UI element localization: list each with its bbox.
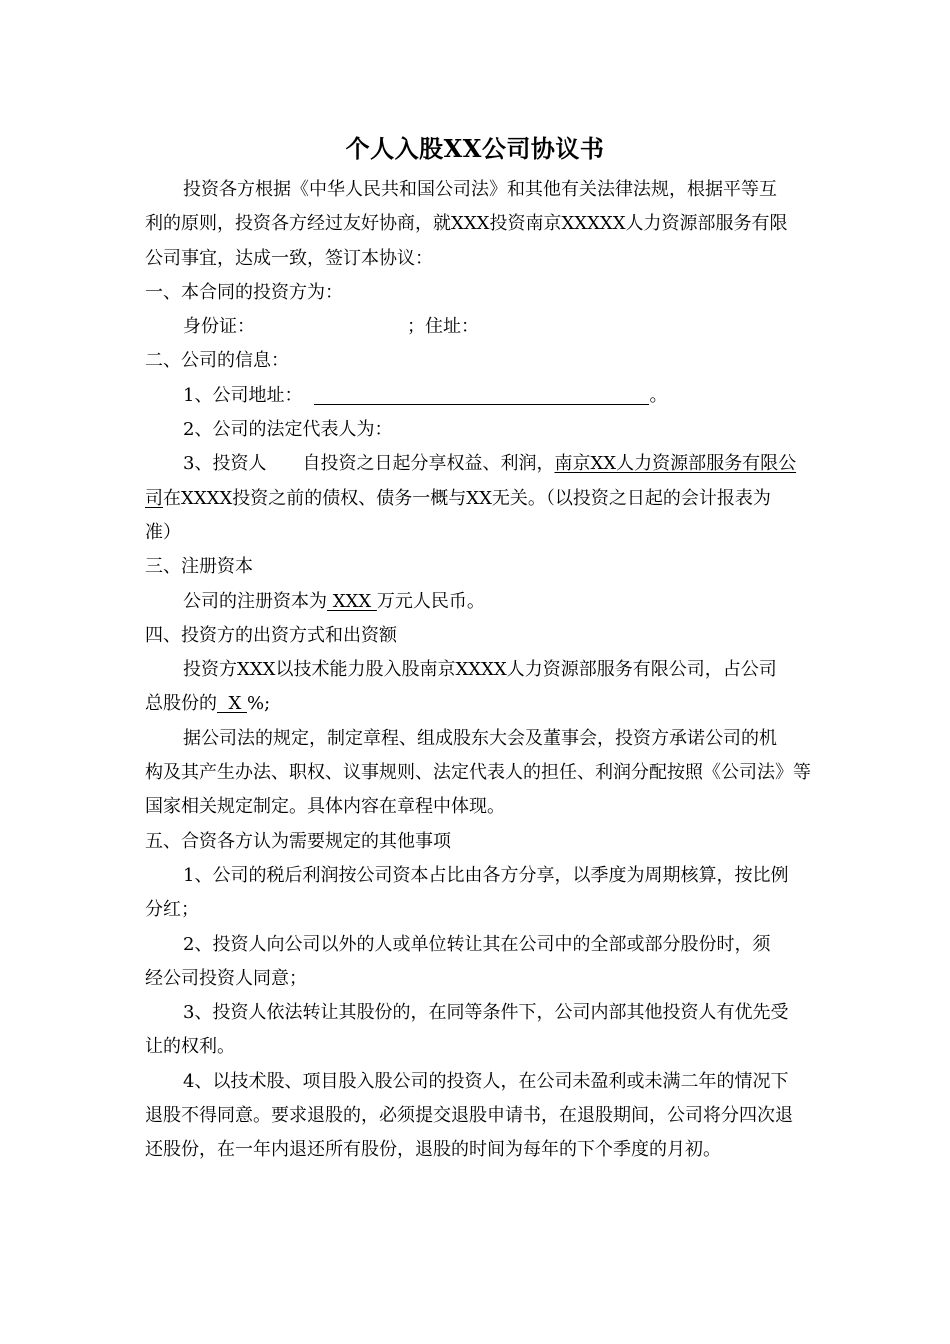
section-heading: 二、公司的信息： [145,350,289,372]
investor-rights-line [145,447,807,481]
share-label: 总股份的 [145,693,217,715]
company-name-underlined: 司 [145,487,163,509]
clause-line: 2、投资人向公司以外的人或单位转让其在公司中的全部或部分股份时，须 [183,933,771,955]
company-address-label: 1、公司地址： [183,384,303,406]
contribution-line [145,687,807,721]
registered-capital-unit: 万元人民币。 [376,590,485,612]
company-address-end: 。 [649,384,668,406]
investor-rights-text: 自投资之日起分享权益、利润， [302,453,555,475]
share-value: X [217,693,247,715]
clause-line: 让的权利。 [145,1036,235,1058]
address-label: 住址： [425,316,479,338]
intro-line: 利的原则，投资各方经过友好协商，就XXX投资南京XXXXX人力资源部服务有限 [145,213,788,235]
intro-line: 投资各方根据《中华人民共和国公司法》和其他有关法律法规，根据平等互 [183,179,777,200]
section-heading: 四、投资方的出资方式和出资额 [145,624,397,646]
clause-line: 分红； [145,899,199,921]
id-label: 身份证： [183,316,255,338]
legal-rep-line: 2、公司的法定代表人为： [183,419,393,441]
share-unit: %; [246,693,271,715]
intro-line: 公司事宜，达成一致，签订本协议： [145,247,433,269]
governance-line: 国家相关规定制定。具体内容在章程中体现。 [145,796,505,818]
company-address-blank [314,382,649,405]
contribution-line: 投资方XXX以技术能力股入股南京XXXX人力资源部服务有限公司，占公司 [183,659,777,681]
investor-rights-label: 3、投资人 [183,453,267,475]
company-address-line [145,379,807,413]
clause-line: 4、以技术股、项目股入股公司的投资人，在公司未盈利或未满二年的情况下 [183,1070,789,1092]
document-body [145,173,811,1168]
registered-capital-amount: XXX [327,590,377,612]
company-name-underlined: 南京XX人力资源部服务有限公 [554,453,797,475]
clause-line: 1、公司的税后利润按公司资本占比由各方分享，以季度为周期核算，按比例 [183,864,789,886]
investor-info-line [145,310,807,344]
address-separator: ； [407,316,425,338]
investor-rights-line: 准） [145,521,181,543]
clause-line: 还股份，在一年内退还所有股份，退股的时间为每年的下个季度的月初。 [145,1139,721,1161]
section-heading: 一、本合同的投资方为： [145,281,343,303]
clause-line: 经公司投资人同意； [145,967,307,989]
section-heading: 五、合资各方认为需要规定的其他事项 [145,830,451,852]
registered-capital-line [145,585,807,619]
governance-line: 构及其产生办法、职权、议事规则、法定代表人的担任、利润分配按照《公司法》等 [145,762,811,784]
investor-rights-line [145,482,807,516]
investor-rights-text: 在XXXX投资之前的债权、债务一概与XX无关。（以投资之日起的会计报表为 [163,487,771,509]
governance-line: 据公司法的规定，制定章程、组成股东大会及董事会，投资方承诺公司的机 [183,727,777,749]
section-heading: 三、注册资本 [145,556,253,578]
clause-line: 退股不得同意。要求退股的，必须提交退股申请书，在退股期间，公司将分四次退 [145,1105,793,1127]
document-title: 个人入股XX公司协议书 [345,134,605,163]
clause-line: 3、投资人依法转让其股份的，在同等条件下，公司内部其他投资人有优先受 [183,1002,789,1024]
registered-capital-label: 公司的注册资本为 [183,590,327,612]
